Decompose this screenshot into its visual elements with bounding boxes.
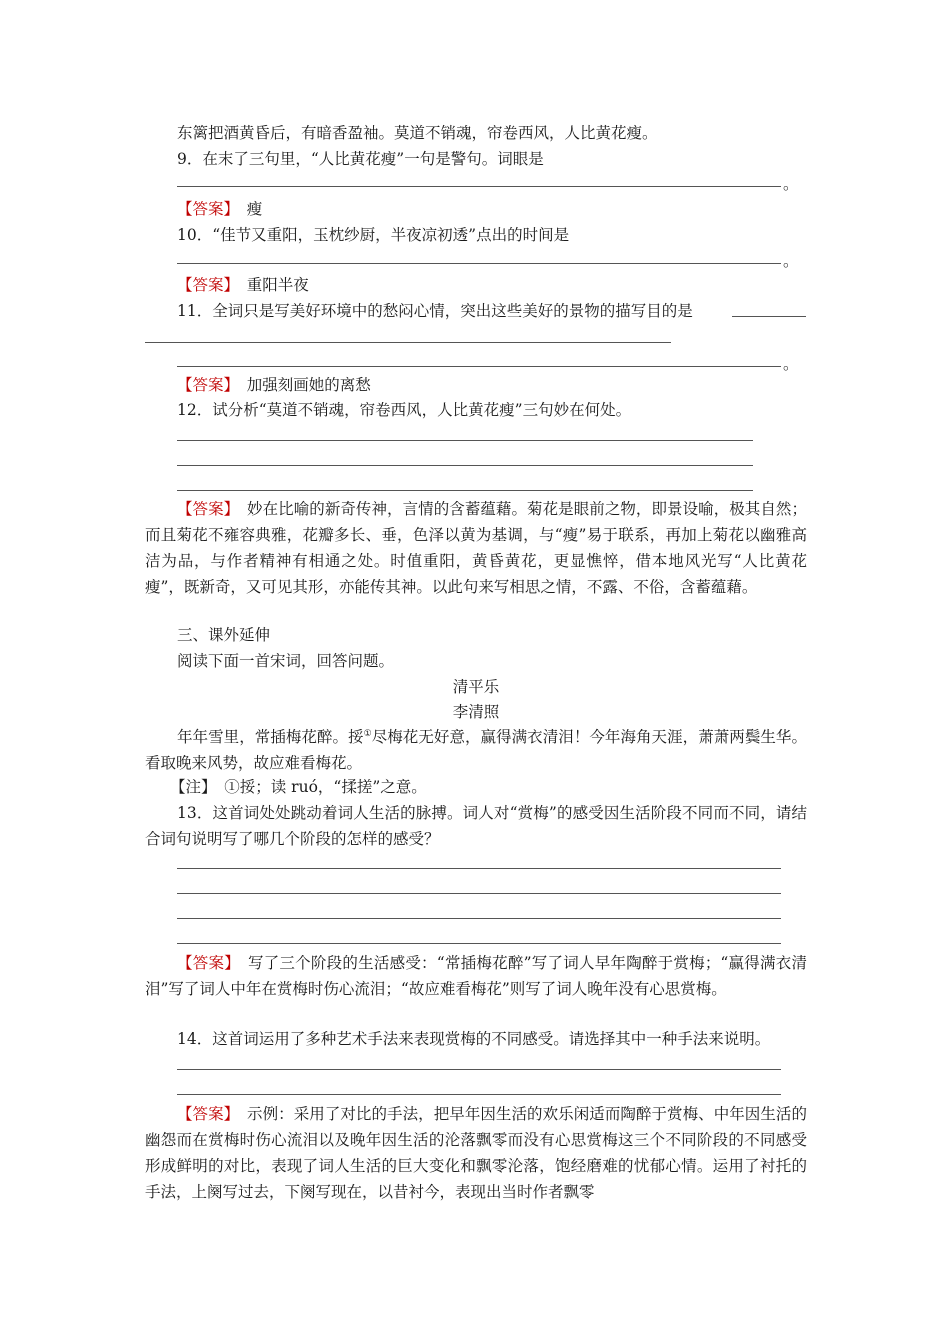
answer-10: 重阳半夜: [246, 276, 309, 294]
answer-11: 加强刻画她的离愁: [246, 376, 371, 394]
question-14: 14．这首词运用了多种艺术手法来表现赏梅的不同感受。请选择其中一种手法来说明。: [177, 1030, 771, 1048]
answer-tag: 【答案】: [177, 276, 232, 294]
question-9: 9．在末了三句里，“人比黄花瘦”一句是警句。词眼是: [177, 150, 544, 168]
answer-blank-14a: [177, 1069, 781, 1070]
answer-11-line: [177, 372, 371, 398]
answer-12: 妙在比喻的新奇传神，言情的含蓄蕴藉。菊花是眼前之物，即景设喻，极其自然；而且菊花不雍容典雅，花瓣多长、垂，色泽以黄为基调，与“瘦”易于联系，再加上菊花以幽雅高洁为品，与作者精神有相通之处。时值重阳，黄昏黄花，更显憔悴，借本地风光写“人比黄花瘦”，既新奇，又可见其形，亦能传其神。以此句来写相思之情，不露、不俗，含蓄蕴藉。: [145, 500, 807, 596]
poem-tail-line: 东篱把酒黄昏后，有暗香盈袖。莫道不销魂，帘卷西风，人比黄花瘦。: [177, 124, 658, 142]
answer-9-line: [177, 196, 262, 222]
answer-14-paragraph: [145, 1101, 807, 1205]
answer-blank-13a: [177, 868, 781, 869]
answer-blank-14b: [177, 1094, 781, 1095]
answer-blank-11c: [177, 366, 781, 367]
poem-text-a: 年年雪里，常插梅花醉。挼: [177, 728, 364, 746]
answer-tag: 【答案】: [177, 376, 232, 394]
section-heading: 三、课外延伸: [177, 626, 271, 644]
question-10: 10．“佳节又重阳，玉枕纱厨，半夜凉初透”点出的时间是: [177, 226, 570, 244]
answer-tag: 【答案】: [177, 200, 232, 218]
answer-tag: 【答案】: [177, 500, 232, 518]
answer-blank-9: [177, 186, 781, 187]
blank-period-10: 。: [783, 252, 799, 270]
answer-blank-12c: [177, 490, 753, 491]
answer-tag: 【答案】: [177, 954, 233, 972]
answer-blank-13c: [177, 918, 781, 919]
question-13: 13．这首词处处跳动着词人生活的脉搏。词人对“赏梅”的感受因生活阶段不同而不同，请结合词句说明写了哪几个阶段的怎样的感受？: [145, 804, 807, 848]
reading-instruction: 阅读下面一首宋词，回答问题。: [177, 652, 395, 670]
poem-text: [145, 724, 807, 776]
answer-tag: 【答案】: [177, 1105, 232, 1123]
answer-9: 瘦: [246, 200, 263, 218]
question-11: 11．全词只是写美好环境中的愁闷心情，突出这些美好的景物的描写目的是: [177, 302, 693, 320]
poem-note-ref: ①: [363, 728, 372, 739]
answer-blank-11b: [145, 342, 671, 343]
question-12: 12．试分析“莫道不销魂，帘卷西风，人比黄花瘦”三句妙在何处。: [177, 401, 632, 419]
poem-title: 清平乐: [452, 678, 500, 696]
answer-blank-13b: [177, 893, 781, 894]
answer-10-line: [177, 272, 309, 298]
answer-13: 写了三个阶段的生活感受：“常插梅花醉”写了词人早年陶醉于赏梅；“赢得满衣清泪”写了词人中年在赏梅时伤心流泪；“故应难看梅花”则写了词人晚年没有心思赏梅。: [145, 954, 807, 998]
answer-blank-10: [177, 263, 781, 264]
poem-author: 李清照: [452, 703, 500, 721]
blank-period-9: 。: [783, 175, 799, 193]
blank-period-11: 。: [783, 355, 799, 373]
answer-blank-13d: [177, 943, 781, 944]
answer-blank-12b: [177, 465, 753, 466]
answer-12-paragraph: [145, 496, 807, 600]
answer-blank-11a: [732, 316, 806, 317]
answer-blank-12a: [177, 440, 753, 441]
poem-note: 【注】 ①挼；读 ruó，“揉搓”之意。: [170, 778, 427, 796]
answer-13-paragraph: [145, 950, 807, 1002]
answer-14: 示例：采用了对比的手法，把早年因生活的欢乐闲适而陶醉于赏梅、中年因生活的幽怨而在赏梅时伤心流泪以及晚年因生活的沦落飘零而没有心思赏梅这三个不同阶段的不同感受形成鲜明的对比，表现了词人生活的巨大变化和飘零沦落，饱经磨难的忧郁心情。运用了衬托的手法，上阕写过去，下阕写现在，以昔衬今，表现出当时作者飘零: [145, 1105, 807, 1201]
poem-text-b: 尽梅花无好意，赢得满衣清泪！今年海角天涯，萧萧两鬓生华。看取晚来风势，故应难看梅花。: [145, 728, 807, 772]
